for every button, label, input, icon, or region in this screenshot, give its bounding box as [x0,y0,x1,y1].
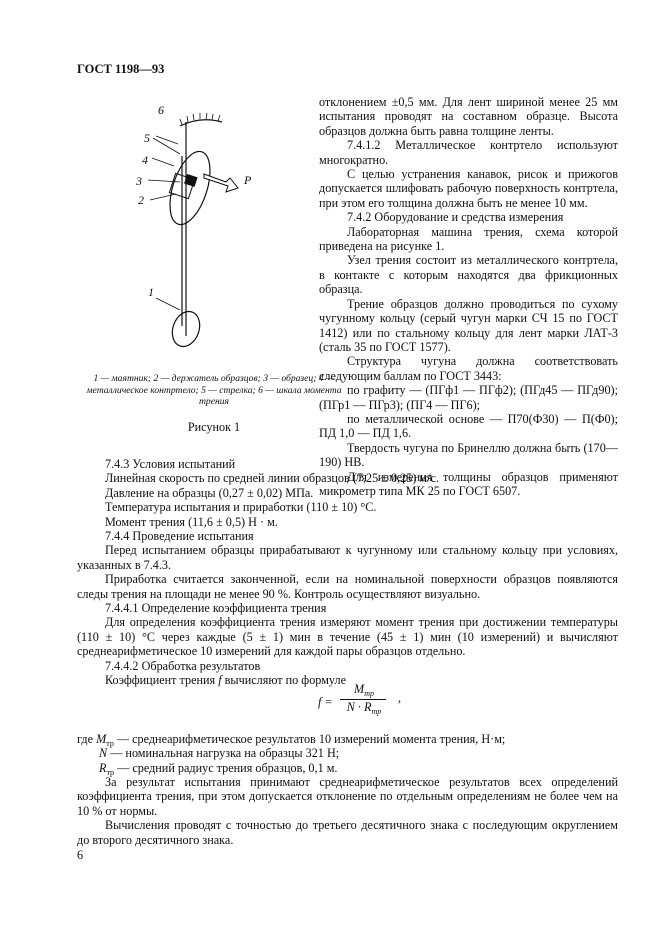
section-heading: 7.4.4.1 Определение коэффициента трения [105,601,327,616]
label-6: 6 [158,103,164,117]
formula-intro: Коэффициент трения f вычисляют по формуле [105,673,346,688]
formula-numerator: $M_{тр}$ [354,682,374,698]
variable-definitions [77,732,618,775]
figure-title: Рисунок 1 [187,420,241,434]
paragraph: Узел трения состоит из металлического контртела, в контакте с которым находятся два фрикционных образца. [319,253,618,297]
definition-line: $R_{тр}$ — средний радиус трения образцов, 0,1 м. [99,760,338,777]
section-heading: 7.4.2 Оборудование и средства измерения [347,210,564,225]
label-3: 3 [136,174,142,188]
paragraph: С целью устранения канавок, рисок и прижогов допускается шлифовать рабочую поверхность контртела, при этом его толщина должна быть не менее 10 мм. [319,167,618,210]
main-text [77,457,618,688]
label-2: 2 [138,193,144,207]
conclusion-text [77,775,618,847]
page-header: ГОСТ 1198—93 [77,62,165,76]
paragraph: Приработка считается законченной, если на номинальной поверхности образцов появляются следы трения на площади не менее 90 %. Контроль осуществляют визуально. [77,572,618,601]
paragraph: За результат испытания принимают среднеарифметическое результатов всех определений коэффициента трения, при этом допускается отклонение по отдельным определениям не более чем на 10 % от нормы. [77,775,618,818]
paragraph: Для измерения толщины образцов применяют микрометр типа МК 25 по ГОСТ 6507. [319,469,618,498]
paragraph: Момент трения (11,6 ± 0,5) Н · м. [105,514,278,529]
paragraph: Трение образцов должно проводиться по сухому чугунному кольцу (серый чугун марки СЧ 15 по ГОСТ 1412) или по стальному кольцу для лент марки ЛАТ-3 (сталь 35 по ГОСТ 1577). [319,296,618,354]
formula-lhs: f = [318,695,333,709]
paragraph: Твердость чугуна по Бринеллю должна быть (170—190) НВ. [319,440,618,470]
figure-caption: 1 — маятник; 2 — держатель образцов; 3 — образец; 4 — металлическое контртело; 5 — стрелка; 6 — шкала момента трения [86,373,342,407]
section-heading: 7.4.3 Условия испытаний [105,457,236,471]
friction-machine-diagram [100,96,330,381]
paragraph: отклонением ±0,5 мм. Для лент шириной менее 25 мм испытания проводят на составном образце. Высота образцов должна быть равна толщине ленты. [319,95,618,138]
paragraph: по металлической основе — П70(Ф30) — П(Ф0); ПД 1,0 — ПД 1,6. [319,411,618,441]
paragraph: Для определения коэффициента трения измеряют момент трения при достижении температуры (110 ± 10) °С через каждые (5 ± 1) мин в течение (45 ± 1) мин (10 измерений) и вычисляют среднеарифметическое 10 измерений для каждой пары образцов отдельно. [77,615,618,659]
label-1: 1 [148,285,154,299]
label-p: P [244,173,252,187]
definition-line: где $M_{тр}$ — среднеарифметическое результатов 10 измерений момента трения, Н·м; [77,732,506,748]
section-heading: 7.4.4 Проведение испытания [105,529,254,544]
friction-formula: f = $M_{тр}$ $N \cdot R_{тр}$ , [318,682,402,716]
paragraph: Давление на образцы (0,27 ± 0,02) МПа. [105,485,314,500]
paragraph: Температура испытания и приработки (110 ± 10) °С. [105,500,377,515]
paragraph: Вычисления проводят с точностью до третьего десятичного знака с последующим округлением до второго десятичного знака. [77,818,618,847]
paragraph: Структура чугуна должна соответствовать следующим баллам по ГОСТ 3443: [319,354,618,383]
label-5: 5 [144,131,150,145]
paragraph: по графиту — (ПГф1 — ПГф2); (ПГд45 — ПГд90); (ПГр1 — ПГр3); (ПГ4 — ПГ6); [319,383,618,412]
paragraph: Перед испытанием образцы прирабатывают к чугунному или стальному кольцу при условиях, указанных в 7.4.3. [77,543,618,572]
formula-denominator: $N \cdot R_{тр}$ [346,700,382,716]
paragraph: Линейная скорость по средней линии образцов (7,25 ± 0,25) м/с. [105,471,439,486]
right-column [319,95,618,498]
page-number: 6 [77,848,84,862]
paragraph: 7.4.1.2 Металлическое контртело используют многократно. [319,138,618,167]
definition-line: N — номинальная нагрузка на образцы 321 Н; [99,746,340,761]
paragraph: Лабораторная машина трения, схема которой приведена на рисунке 1. [319,224,618,254]
section-heading: 7.4.4.2 Обработка результатов [105,658,261,673]
label-4: 4 [142,153,148,167]
